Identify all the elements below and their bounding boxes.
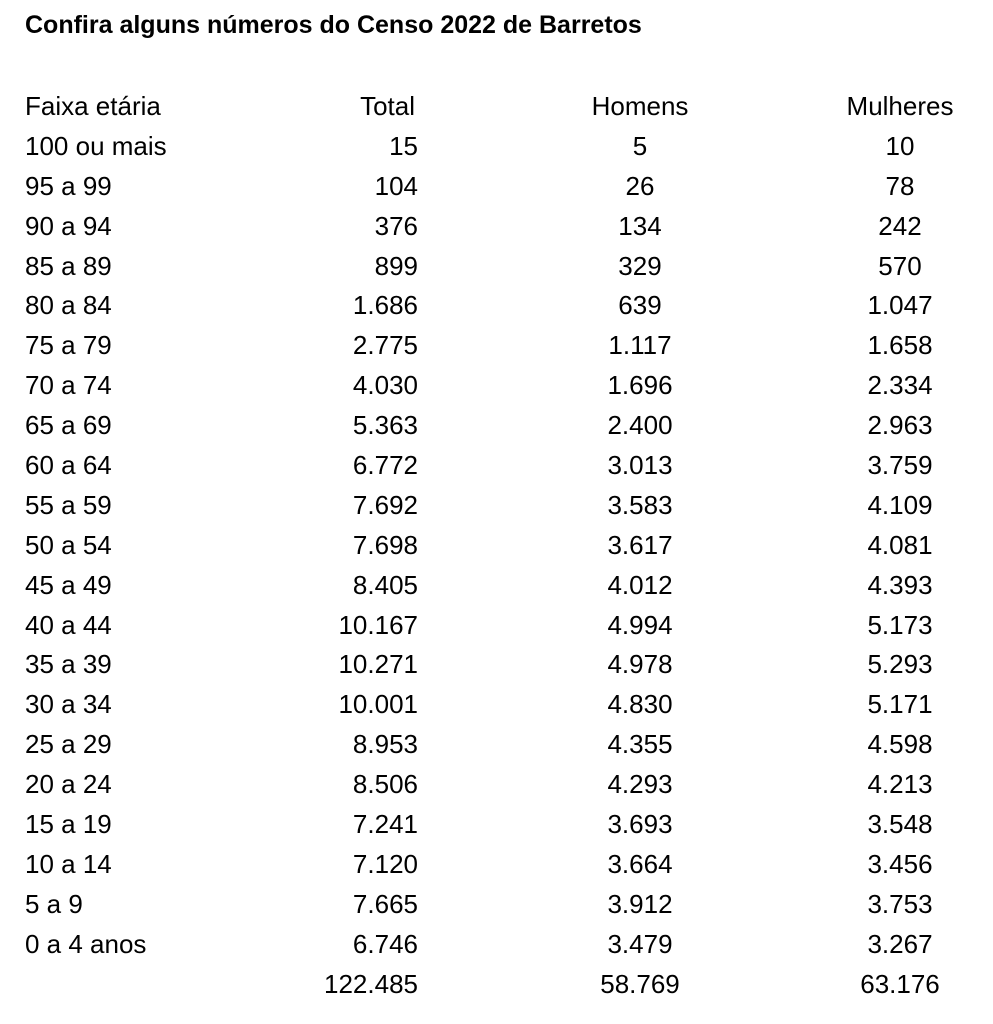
cell-women: 4.081 (867, 529, 933, 560)
cell-men: 639 (618, 290, 662, 321)
cell-women: 3.456 (867, 848, 933, 879)
table-header-row (0, 86, 993, 126)
cell-men: 5 (632, 130, 648, 161)
header-age-range: Faixa etária (25, 91, 161, 121)
cell-men: 3.693 (607, 809, 673, 840)
cell-men: 3.617 (607, 529, 673, 560)
cell-age-range: 85 a 89 (25, 250, 112, 281)
cell-women: 10 (885, 130, 915, 161)
cell-women: 5.293 (867, 649, 933, 680)
cell-age-range: 50 a 54 (25, 529, 112, 560)
cell-age-range: 25 a 29 (25, 729, 112, 760)
cell-total: 1.686 (352, 290, 418, 321)
census-table (0, 86, 993, 1003)
cell-age-range: 5 a 9 (25, 888, 83, 919)
cell-total: 7.692 (352, 489, 418, 520)
table-row (0, 884, 993, 924)
cell-men: 4.830 (607, 689, 673, 720)
cell-men: 4.978 (607, 649, 673, 680)
cell-women: 3.759 (867, 450, 933, 481)
table-row (0, 764, 993, 804)
cell-men: 58.769 (600, 968, 680, 999)
cell-women: 2.334 (867, 370, 933, 401)
cell-age-range: 65 a 69 (25, 410, 112, 441)
cell-men: 134 (618, 210, 662, 241)
cell-total: 10.001 (338, 689, 418, 720)
table-row (0, 804, 993, 844)
cell-age-range: 10 a 14 (25, 848, 112, 879)
cell-total: 7.241 (352, 809, 418, 840)
document-title: Confira alguns números do Censo 2022 de Barretos (25, 11, 642, 39)
cell-total: 7.120 (352, 848, 418, 879)
cell-women: 1.658 (867, 330, 933, 361)
cell-total: 10.271 (338, 649, 418, 680)
cell-total: 6.746 (352, 928, 418, 959)
cell-total: 7.698 (352, 529, 418, 560)
cell-men: 1.696 (607, 370, 673, 401)
cell-men: 3.479 (607, 928, 673, 959)
cell-women: 3.267 (867, 928, 933, 959)
cell-women: 570 (878, 250, 922, 281)
table-row (0, 485, 993, 525)
cell-age-range: 70 a 74 (25, 370, 112, 401)
cell-men: 4.994 (607, 609, 673, 640)
cell-age-range: 55 a 59 (25, 489, 112, 520)
table-row (0, 605, 993, 645)
cell-total: 7.665 (352, 888, 418, 919)
table-row (0, 844, 993, 884)
cell-women: 1.047 (867, 290, 933, 321)
header-women: Mulheres (846, 91, 954, 121)
cell-age-range: 95 a 99 (25, 170, 112, 201)
cell-age-range: 20 a 24 (25, 769, 112, 800)
cell-women: 4.598 (867, 729, 933, 760)
cell-women: 5.171 (867, 689, 933, 720)
cell-age-range: 90 a 94 (25, 210, 112, 241)
cell-men: 3.664 (607, 848, 673, 879)
cell-total: 376 (374, 210, 418, 241)
cell-women: 63.176 (860, 968, 940, 999)
cell-age-range: 80 a 84 (25, 290, 112, 321)
cell-total: 15 (389, 130, 418, 161)
cell-men: 2.400 (607, 410, 673, 441)
table-row (0, 684, 993, 724)
cell-total: 4.030 (352, 370, 418, 401)
table-row (0, 246, 993, 286)
cell-women: 4.213 (867, 769, 933, 800)
cell-age-range: 100 ou mais (25, 130, 167, 161)
cell-women: 78 (885, 170, 915, 201)
table-row (0, 126, 993, 166)
cell-total: 8.506 (352, 769, 418, 800)
table-row (0, 644, 993, 684)
table-row (0, 565, 993, 605)
cell-men: 329 (618, 250, 662, 281)
cell-total: 8.953 (352, 729, 418, 760)
table-row (0, 924, 993, 964)
cell-age-range: 75 a 79 (25, 330, 112, 361)
cell-women: 3.753 (867, 888, 933, 919)
table-row (0, 166, 993, 206)
cell-total: 10.167 (338, 609, 418, 640)
table-total-row (0, 964, 993, 1004)
table-row (0, 285, 993, 325)
cell-total: 899 (374, 250, 418, 281)
cell-women: 2.963 (867, 410, 933, 441)
cell-total: 6.772 (352, 450, 418, 481)
cell-men: 1.117 (608, 330, 672, 361)
cell-men: 4.355 (607, 729, 673, 760)
cell-age-range: 60 a 64 (25, 450, 112, 481)
cell-men: 4.012 (607, 569, 673, 600)
table-row (0, 445, 993, 485)
table-row (0, 206, 993, 246)
cell-total: 5.363 (352, 410, 418, 441)
header-men: Homens (591, 91, 689, 121)
table-row (0, 724, 993, 764)
cell-total: 8.405 (352, 569, 418, 600)
cell-women: 4.393 (867, 569, 933, 600)
cell-men: 3.583 (607, 489, 673, 520)
table-row (0, 525, 993, 565)
cell-men: 3.013 (607, 450, 673, 481)
table-row (0, 405, 993, 445)
cell-total: 2.775 (352, 330, 418, 361)
cell-age-range: 40 a 44 (25, 609, 112, 640)
table-body (0, 126, 993, 1004)
cell-age-range: 45 a 49 (25, 569, 112, 600)
cell-age-range: 35 a 39 (25, 649, 112, 680)
cell-age-range: 30 a 34 (25, 689, 112, 720)
cell-women: 3.548 (867, 809, 933, 840)
cell-total: 104 (374, 170, 418, 201)
cell-men: 3.912 (607, 888, 673, 919)
cell-age-range: 0 a 4 anos (25, 928, 147, 959)
cell-women: 4.109 (867, 489, 933, 520)
cell-women: 5.173 (867, 609, 933, 640)
table-row (0, 325, 993, 365)
cell-total: 122.485 (324, 968, 418, 999)
cell-age-range: 15 a 19 (25, 809, 112, 840)
cell-men: 4.293 (607, 769, 673, 800)
table-row (0, 365, 993, 405)
cell-women: 242 (878, 210, 922, 241)
cell-men: 26 (625, 170, 655, 201)
header-total: Total (360, 91, 415, 121)
